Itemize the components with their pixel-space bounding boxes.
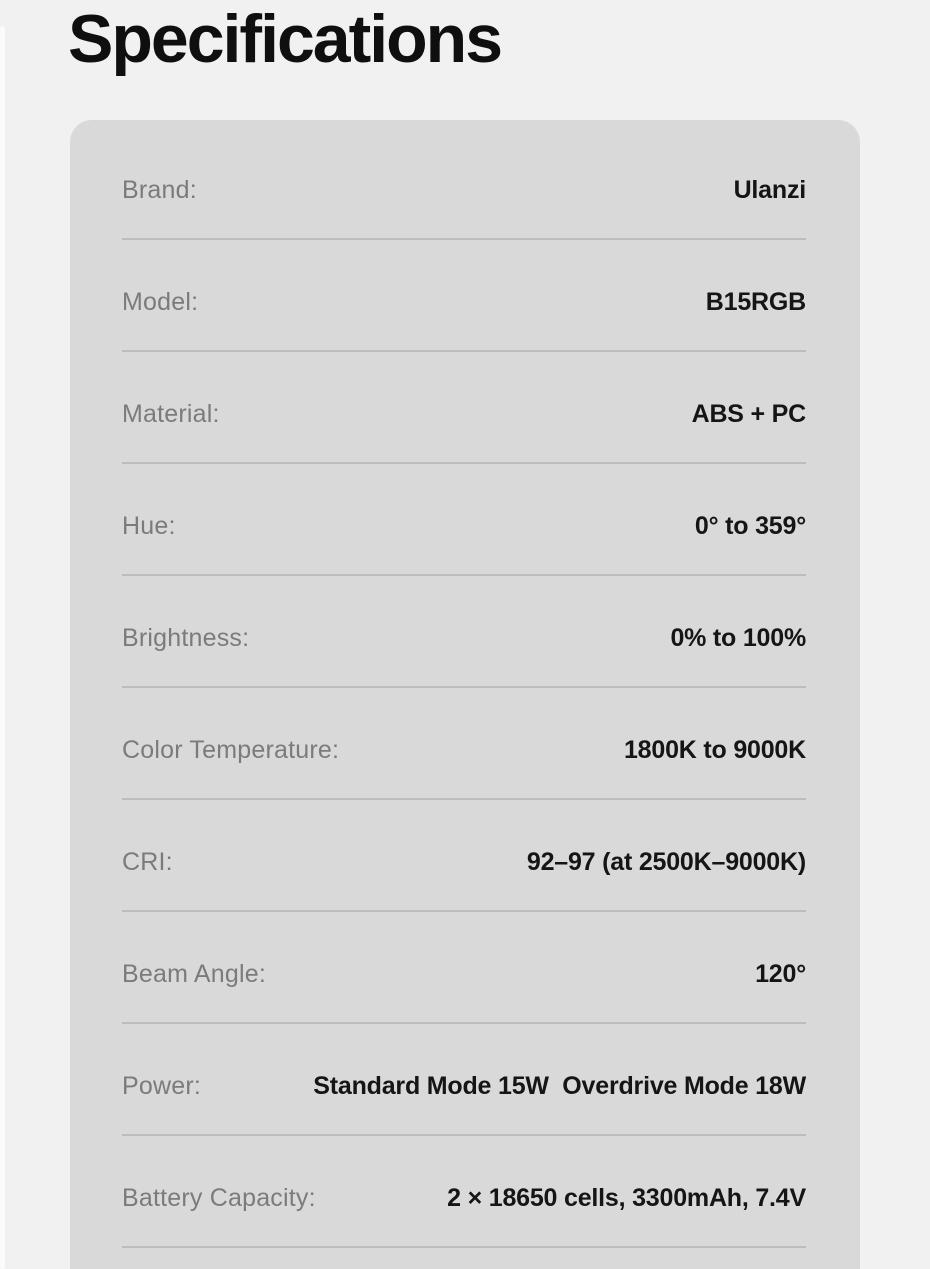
spec-value: 120° <box>755 959 806 988</box>
spec-value: 92–97 (at 2500K–9000K) <box>526 847 806 876</box>
spec-label: Beam Angle: <box>122 959 266 988</box>
spec-label: Model: <box>122 287 199 316</box>
spec-value: Standard Mode 15W Overdrive Mode 18W <box>313 1071 806 1100</box>
spec-value: 1800K to 9000K <box>623 735 806 764</box>
spec-label: Hue: <box>122 511 176 540</box>
specifications-card <box>70 120 860 1269</box>
spec-row-model <box>122 240 806 352</box>
spec-row-power <box>122 1024 806 1136</box>
spec-label: Brightness: <box>122 623 250 652</box>
spec-label: CRI: <box>122 847 173 876</box>
spec-value: 0° to 359° <box>694 511 806 540</box>
spec-row-color-temperature <box>122 688 806 800</box>
spec-label: Battery Capacity: <box>122 1183 316 1212</box>
spec-row-battery-capacity <box>122 1136 806 1248</box>
spec-value: 0% to 100% <box>670 623 806 652</box>
spec-row-brand <box>122 128 806 240</box>
spec-row-beam-angle <box>122 912 806 1024</box>
left-edge-highlight <box>0 26 5 1269</box>
spec-value: 2 × 18650 cells, 3300mAh, 7.4V <box>447 1183 806 1212</box>
spec-label: Color Temperature: <box>122 735 340 764</box>
spec-row-material <box>122 352 806 464</box>
spec-row-brightness <box>122 576 806 688</box>
spec-label: Power: <box>122 1071 202 1100</box>
spec-value: Ulanzi <box>733 175 806 204</box>
spec-label: Material: <box>122 399 220 428</box>
page-title: Specifications <box>68 1 502 77</box>
spec-row-cri <box>122 800 806 912</box>
spec-value: ABS + PC <box>691 399 806 428</box>
spec-value: B15RGB <box>705 287 806 316</box>
spec-row-hue <box>122 464 806 576</box>
spec-label: Brand: <box>122 175 197 204</box>
